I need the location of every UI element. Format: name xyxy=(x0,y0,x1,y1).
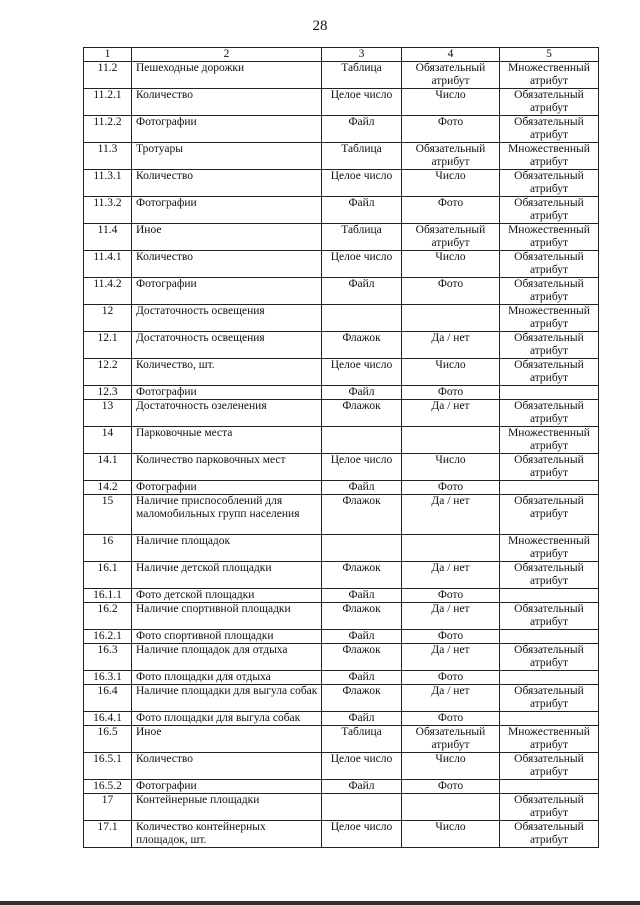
attribute-name-cell: Достаточность освещения xyxy=(132,305,322,332)
table-row xyxy=(84,603,599,630)
row-number-cell: 14.1 xyxy=(84,454,132,481)
attribute-kind-cell xyxy=(500,780,599,794)
attribute-name-cell: Достаточность озеленения xyxy=(132,400,322,427)
table-row xyxy=(84,332,599,359)
header-cell-1: 1 xyxy=(84,48,132,62)
data-type-cell: Файл xyxy=(322,712,402,726)
value-format-cell: Фото xyxy=(402,278,500,305)
value-format-cell: Обязательный атрибут xyxy=(402,143,500,170)
row-number-cell: 17 xyxy=(84,794,132,821)
attribute-kind-cell: Обязательный атрибут xyxy=(500,278,599,305)
attribute-kind-cell: Обязательный атрибут xyxy=(500,644,599,671)
row-number-cell: 16.2 xyxy=(84,603,132,630)
table-row xyxy=(84,116,599,143)
value-format-cell: Число xyxy=(402,753,500,780)
data-type-cell: Файл xyxy=(322,278,402,305)
attribute-kind-cell: Множественный атрибут xyxy=(500,305,599,332)
data-type-cell: Целое число xyxy=(322,359,402,386)
value-format-cell: Фото xyxy=(402,116,500,143)
value-format-cell: Да / нет xyxy=(402,685,500,712)
row-number-cell: 11.2.2 xyxy=(84,116,132,143)
row-number-cell: 12.2 xyxy=(84,359,132,386)
value-format-cell: Фото xyxy=(402,197,500,224)
data-type-cell: Файл xyxy=(322,630,402,644)
row-number-cell: 16 xyxy=(84,535,132,562)
table-row xyxy=(84,495,599,535)
attribute-kind-cell: Множественный атрибут xyxy=(500,726,599,753)
table-row xyxy=(84,630,599,644)
table-row xyxy=(84,726,599,753)
attribute-name-cell: Фотографии xyxy=(132,386,322,400)
table-body xyxy=(84,48,599,848)
attribute-name-cell: Количество xyxy=(132,89,322,116)
attribute-kind-cell: Обязательный атрибут xyxy=(500,753,599,780)
table-row xyxy=(84,400,599,427)
header-cell-2: 2 xyxy=(132,48,322,62)
page-number: 28 xyxy=(312,18,328,34)
row-number-cell: 11.3.2 xyxy=(84,197,132,224)
attribute-name-cell: Наличие площадки для выгула собак xyxy=(132,685,322,712)
data-type-cell: Файл xyxy=(322,197,402,224)
attribute-name-cell: Фото площадки для отдыха xyxy=(132,671,322,685)
table-row xyxy=(84,535,599,562)
header-cell-5: 5 xyxy=(500,48,599,62)
attribute-kind-cell: Обязательный атрибут xyxy=(500,562,599,589)
row-number-cell: 16.4 xyxy=(84,685,132,712)
data-type-cell: Флажок xyxy=(322,332,402,359)
table-row xyxy=(84,89,599,116)
attribute-kind-cell: Множественный атрибут xyxy=(500,143,599,170)
attribute-name-cell: Иное xyxy=(132,224,322,251)
table-row xyxy=(84,562,599,589)
attribute-name-cell: Количество xyxy=(132,170,322,197)
value-format-cell xyxy=(402,794,500,821)
attribute-kind-cell: Множественный атрибут xyxy=(500,62,599,89)
attribute-kind-cell: Обязательный атрибут xyxy=(500,495,599,535)
value-format-cell: Да / нет xyxy=(402,332,500,359)
data-type-cell: Флажок xyxy=(322,400,402,427)
table-row xyxy=(84,685,599,712)
attribute-name-cell: Фотографии xyxy=(132,197,322,224)
table-header-row xyxy=(84,48,599,62)
data-type-cell: Файл xyxy=(322,780,402,794)
data-type-cell: Файл xyxy=(322,116,402,143)
table-row xyxy=(84,671,599,685)
attribute-kind-cell: Обязательный атрибут xyxy=(500,170,599,197)
data-type-cell: Флажок xyxy=(322,685,402,712)
row-number-cell: 16.1 xyxy=(84,562,132,589)
attribute-kind-cell: Обязательный атрибут xyxy=(500,89,599,116)
table-row xyxy=(84,427,599,454)
header-cell-4: 4 xyxy=(402,48,500,62)
attribute-kind-cell xyxy=(500,630,599,644)
row-number-cell: 16.4.1 xyxy=(84,712,132,726)
attribute-name-cell: Пешеходные дорожки xyxy=(132,62,322,89)
data-type-cell: Таблица xyxy=(322,224,402,251)
attribute-name-cell: Фотографии xyxy=(132,481,322,495)
data-type-cell: Файл xyxy=(322,481,402,495)
value-format-cell: Фото xyxy=(402,386,500,400)
data-type-cell: Флажок xyxy=(322,603,402,630)
data-type-cell xyxy=(322,305,402,332)
row-number-cell: 16.3 xyxy=(84,644,132,671)
value-format-cell xyxy=(402,535,500,562)
row-number-cell: 11.3.1 xyxy=(84,170,132,197)
row-number-cell: 11.3 xyxy=(84,143,132,170)
table-row xyxy=(84,170,599,197)
attribute-kind-cell xyxy=(500,386,599,400)
attribute-name-cell: Парковочные места xyxy=(132,427,322,454)
data-type-cell: Флажок xyxy=(322,644,402,671)
table-row xyxy=(84,359,599,386)
data-type-cell: Файл xyxy=(322,386,402,400)
data-type-cell: Целое число xyxy=(322,170,402,197)
value-format-cell: Число xyxy=(402,251,500,278)
row-number-cell: 14 xyxy=(84,427,132,454)
row-number-cell: 14.2 xyxy=(84,481,132,495)
data-type-cell: Целое число xyxy=(322,821,402,848)
row-number-cell: 17.1 xyxy=(84,821,132,848)
data-type-cell: Целое число xyxy=(322,753,402,780)
value-format-cell xyxy=(402,305,500,332)
table-row xyxy=(84,644,599,671)
table-row xyxy=(84,251,599,278)
row-number-cell: 16.1.1 xyxy=(84,589,132,603)
attribute-name-cell: Достаточность освещения xyxy=(132,332,322,359)
table-row xyxy=(84,386,599,400)
attribute-kind-cell: Обязательный атрибут xyxy=(500,359,599,386)
row-number-cell: 16.5 xyxy=(84,726,132,753)
attributes-table xyxy=(83,47,599,848)
value-format-cell: Число xyxy=(402,89,500,116)
page-bottom-edge xyxy=(0,901,640,905)
row-number-cell: 12.3 xyxy=(84,386,132,400)
attribute-kind-cell: Обязательный атрибут xyxy=(500,197,599,224)
attribute-name-cell: Фото площадки для выгула собак xyxy=(132,712,322,726)
attribute-name-cell: Наличие приспособлений для маломобильных групп населения xyxy=(132,495,322,535)
row-number-cell: 11.2 xyxy=(84,62,132,89)
attribute-name-cell: Наличие площадок для отдыха xyxy=(132,644,322,671)
table-row xyxy=(84,224,599,251)
attribute-kind-cell: Обязательный атрибут xyxy=(500,685,599,712)
table-row xyxy=(84,589,599,603)
attribute-kind-cell: Обязательный атрибут xyxy=(500,454,599,481)
table-row xyxy=(84,821,599,848)
data-type-cell: Целое число xyxy=(322,251,402,278)
attribute-name-cell: Количество контейнерных площадок, шт. xyxy=(132,821,322,848)
data-type-cell: Флажок xyxy=(322,562,402,589)
table-row xyxy=(84,278,599,305)
table-row xyxy=(84,780,599,794)
attribute-name-cell: Фотографии xyxy=(132,116,322,143)
attribute-kind-cell: Обязательный атрибут xyxy=(500,821,599,848)
attribute-name-cell: Тротуары xyxy=(132,143,322,170)
value-format-cell: Да / нет xyxy=(402,603,500,630)
row-number-cell: 11.4.1 xyxy=(84,251,132,278)
value-format-cell: Число xyxy=(402,359,500,386)
attribute-name-cell: Количество xyxy=(132,251,322,278)
value-format-cell: Число xyxy=(402,821,500,848)
table-row xyxy=(84,794,599,821)
attribute-name-cell: Количество парковочных мест xyxy=(132,454,322,481)
row-number-cell: 11.4.2 xyxy=(84,278,132,305)
attribute-kind-cell: Обязательный атрибут xyxy=(500,603,599,630)
row-number-cell: 16.3.1 xyxy=(84,671,132,685)
value-format-cell: Фото xyxy=(402,589,500,603)
attribute-name-cell: Фото спортивной площадки xyxy=(132,630,322,644)
value-format-cell: Обязательный атрибут xyxy=(402,224,500,251)
row-number-cell: 11.2.1 xyxy=(84,89,132,116)
value-format-cell: Да / нет xyxy=(402,400,500,427)
row-number-cell: 12.1 xyxy=(84,332,132,359)
value-format-cell: Да / нет xyxy=(402,495,500,535)
attribute-name-cell: Фото детской площадки xyxy=(132,589,322,603)
attribute-kind-cell xyxy=(500,589,599,603)
data-type-cell: Флажок xyxy=(322,495,402,535)
table-row xyxy=(84,481,599,495)
value-format-cell: Обязательный атрибут xyxy=(402,62,500,89)
value-format-cell: Да / нет xyxy=(402,562,500,589)
attribute-name-cell: Контейнерные площадки xyxy=(132,794,322,821)
data-type-cell: Таблица xyxy=(322,726,402,753)
data-type-cell: Таблица xyxy=(322,62,402,89)
attribute-kind-cell: Обязательный атрибут xyxy=(500,251,599,278)
table-row xyxy=(84,712,599,726)
attribute-name-cell: Иное xyxy=(132,726,322,753)
value-format-cell: Число xyxy=(402,454,500,481)
row-number-cell: 15 xyxy=(84,495,132,535)
attribute-kind-cell: Множественный атрибут xyxy=(500,427,599,454)
attribute-kind-cell: Множественный атрибут xyxy=(500,535,599,562)
data-type-cell xyxy=(322,427,402,454)
data-type-cell xyxy=(322,535,402,562)
data-type-cell: Целое число xyxy=(322,89,402,116)
attribute-kind-cell: Обязательный атрибут xyxy=(500,794,599,821)
attribute-kind-cell: Обязательный атрибут xyxy=(500,400,599,427)
attribute-name-cell: Фотографии xyxy=(132,278,322,305)
attribute-name-cell: Количество xyxy=(132,753,322,780)
value-format-cell: Да / нет xyxy=(402,644,500,671)
table-row xyxy=(84,454,599,481)
attribute-name-cell: Фотографии xyxy=(132,780,322,794)
attribute-kind-cell: Обязательный атрибут xyxy=(500,116,599,143)
data-type-cell: Файл xyxy=(322,671,402,685)
table-row xyxy=(84,62,599,89)
value-format-cell: Фото xyxy=(402,630,500,644)
attribute-name-cell: Наличие детской площадки xyxy=(132,562,322,589)
table-row xyxy=(84,143,599,170)
value-format-cell: Обязательный атрибут xyxy=(402,726,500,753)
attribute-kind-cell xyxy=(500,481,599,495)
value-format-cell: Фото xyxy=(402,780,500,794)
attribute-kind-cell xyxy=(500,712,599,726)
row-number-cell: 16.2.1 xyxy=(84,630,132,644)
row-number-cell: 11.4 xyxy=(84,224,132,251)
value-format-cell xyxy=(402,427,500,454)
row-number-cell: 13 xyxy=(84,400,132,427)
header-cell-3: 3 xyxy=(322,48,402,62)
table-row xyxy=(84,197,599,224)
attribute-name-cell: Количество, шт. xyxy=(132,359,322,386)
data-type-cell: Таблица xyxy=(322,143,402,170)
value-format-cell: Фото xyxy=(402,671,500,685)
data-type-cell: Целое число xyxy=(322,454,402,481)
row-number-cell: 12 xyxy=(84,305,132,332)
row-number-cell: 16.5.1 xyxy=(84,753,132,780)
value-format-cell: Число xyxy=(402,170,500,197)
attribute-kind-cell xyxy=(500,671,599,685)
row-number-cell: 16.5.2 xyxy=(84,780,132,794)
table-row xyxy=(84,305,599,332)
value-format-cell: Фото xyxy=(402,481,500,495)
attribute-name-cell: Наличие площадок xyxy=(132,535,322,562)
attribute-kind-cell: Множественный атрибут xyxy=(500,224,599,251)
data-type-cell xyxy=(322,794,402,821)
value-format-cell: Фото xyxy=(402,712,500,726)
attribute-name-cell: Наличие спортивной площадки xyxy=(132,603,322,630)
table-row xyxy=(84,753,599,780)
attribute-kind-cell: Обязательный атрибут xyxy=(500,332,599,359)
data-type-cell: Файл xyxy=(322,589,402,603)
